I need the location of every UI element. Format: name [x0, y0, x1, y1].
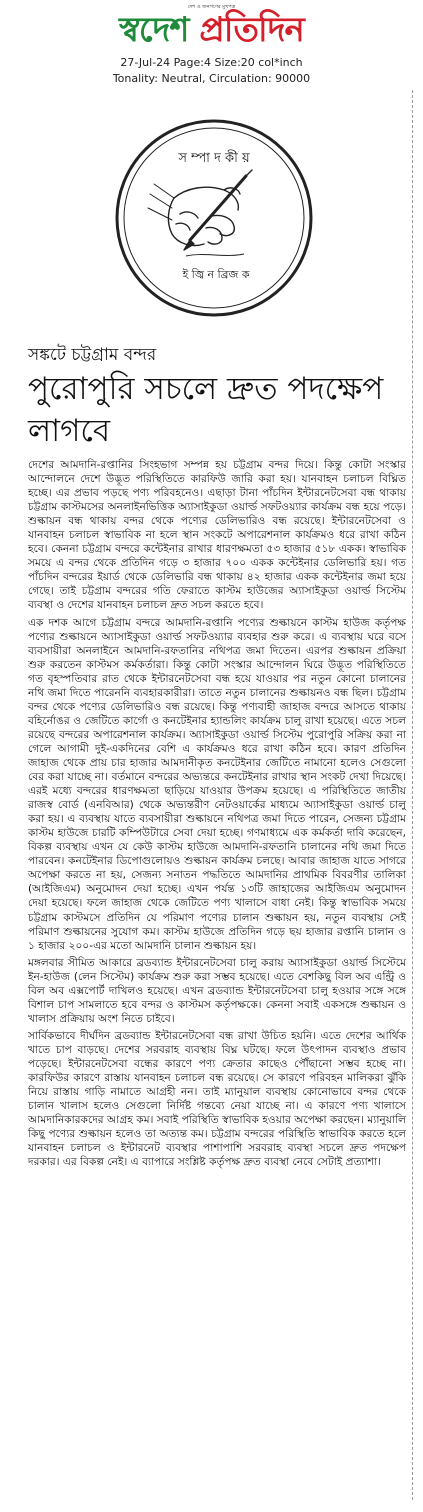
article-paragraph: এক দশক আগে চট্টগ্রাম বন্দরে আমদানি-রপ্তানি পণ্যের শুল্কায়নে কাস্টম হাউজ কর্তৃপক্ষ পণ্যের শুল্কায়নে অ্যাসাইকুডা ওয়ার্ল্ড সফটওয়্যার ব্যবহার শুরু করে। এ ব্যবস্থায় ঘরে বসে ব্যবসায়ীরা অনলাইনে আমদানি-রফতানির নথিপত্র জমা দিতেন। এরপর শুল্কায়ন প্রক্রিয়া শুরু করতেন কাস্টমস কর্মকর্তারা। কিন্তু কোটা সংস্কার আন্দোলন ঘিরে উদ্ভূত পরিস্থিতিতে গত বৃহস্পতিবার রাত থেকে ইন্টারনেটসেবা বন্ধ হয়ে যাওয়ার পর নতুন কোনো চালানের নথি জমা দিতে পারেননি ব্যবহারকারীরা। তাতে নতুন চালানের শুল্কায়নও বন্ধ ছিল। চট্টগ্রাম বন্দর থেকে পণ্যের ডেলিভারিও বন্ধ রয়েছে। কিন্তু পণ্যবাহী জাহাজ বন্দরে আসতে থাকায় বহির্নোঙর ও জেটিতে কার্গো ও কনটেইনার হ্যান্ডলিং কার্যক্রম চালু রাখা হয়েছে। এতে সচল রয়েছে বন্দরের অপারেশনাল কার্যক্রম। অ্যাসাইকুডা ওয়ার্ল্ড সিস্টেম পুরোপুরি সক্রিয় করা না গেলে আগামী দুই-একদিনের বেশি এ কার্যক্রমও ধরে রাখা কঠিন হবে। কারণ প্রতিদিন জাহাজ থেকে প্রায় চার হাজার আমদানীকৃত কনটেইনার জেটিতে নামানো হলেও সেগুলো বের করা যাচ্ছে না। বর্তমানে বন্দরের অভ্যন্তরে কনটেইনার রাখার স্থান সংকট দেখা দিয়েছে। এরই মধ্যে বন্দরের ধারণক্ষমতা ছাড়িয়ে যাওয়ার উপক্রম হয়েছে। এ পরিস্থিতিতে জাতীয় রাজস্ব বোর্ড (এনবিআর) থেকে অভ্যন্তরীণ নেটওয়ার্কের মাধ্যমে অ্যাসাইকুডা ওয়ার্ল্ড চালু করা হয়। এ ব্যবস্থায় যাতে ব্যবসায়ীরা শুল্কায়নে নথিপত্র জমা দিতে পারেন, সেজন্য চট্টগ্রাম কাস্টম হাউজে চারটি কম্পিউটারে সেবা দেয়া হচ্ছে। গণমাধ্যমে এক কর্মকর্তা দাবি করেছেন, বিকল্প ব্যবস্থায় এখন যে কেউ কাস্টম হাউজে আমদানি-রফতানি চালানের নথি জমা দিতে পারবেন। কনটেইনার ডিপোগুলোয়ও শুল্কায়ন কার্যক্রম চলছে। আবার জাহাজ যাতে সাগরে অপেক্ষা করতে না হয়, সেজন্য সনাতন পদ্ধতিতে আমদানির প্রাথমিক বিবরণীর তালিকা (আইজিএম) অনুমোদন দেয়া হচ্ছে। এখন পর্যন্ত ১৩টি জাহাজের আইজিএম অনুমোদন দেয়া হয়েছে। ফলে জাহাজ থেকে জেটিতে পণ্য খালাসে বাধা নেই। কিন্তু স্বাভাবিক সময়ে চট্টগ্রাম কাস্টমসে প্রতিদিন যে পরিমাণ পণ্যের চালান শুল্কায়ন হয়, নতুন ব্যবস্থায় সেই পরিমাণ শুল্কায়নের সুযোগ কম। কাস্টম হাউজে প্রতিদিন গড়ে ছয় হাজার রপ্তানি চালান ও ১ হাজার ২০০-এর মতো আমদানি চালান শুল্কায়ন হয়।: [28, 616, 406, 952]
emblem-title: স ম্পা দ কী য়: [178, 151, 250, 166]
logo-part-swadesh: স্বদেশ: [119, 10, 189, 50]
column-divider: [412, 90, 413, 1500]
emblem-signature: ই জ্বি ন ব্রিজ ক: [182, 268, 250, 281]
clipping-meta-line: 27-Jul-24 Page:4 Size:20 col*inch: [120, 56, 303, 69]
article-body: [28, 458, 406, 1172]
article-kicker: সঙ্কটে চট্টগ্রাম বন্দর: [28, 345, 157, 365]
clipping-tonality-line: Tonality: Neutral, Circulation: 90000: [112, 72, 311, 85]
logo-part-protidin: প্রতিদিন: [199, 10, 304, 50]
article-paragraph: দেশের আমদানি-রপ্তানির সিংহভাগ সম্পন্ন হয় চট্টগ্রাম বন্দর দিয়ে। কিন্তু কোটা সংস্কার আন্দোলনে দেশে উদ্ভূত পরিস্থিতিতে কারফিউ জারি করা হয়। যানবাহন চলাচল বিঘ্নিত হচ্ছে। এর প্রভাব পড়ছে পণ্য পরিবহনেও। এছাড়া টানা পাঁচদিন ইন্টারনেটসেবা বন্ধ থাকায় চট্টগ্রাম কাস্টমসের অনলাইনভিত্তিক অ্যাসাইকুডা ওয়ার্ল্ড সফটওয়্যার কার্যক্রম বন্ধ হয়ে পড়ে। শুল্কায়ন বন্ধ থাকায় বন্দর থেকে পণ্যের ডেলিভারিও বন্ধ রয়েছে। ইন্টারনেটসেবা ও যানবাহন চলাচল স্বাভাবিক না হলে স্থান সংকটে অপারেশনাল কার্যক্রমও ধরে রাখা কঠিন হবে। কেননা চট্টগ্রাম বন্দরে কন্টেইনার রাখার ধারণক্ষমতা ৫৩ হাজার ৫১৮ একক। স্বাভাবিক সময়ে এ বন্দর থেকে প্রতিদিন গড়ে ৩ হাজার ৭০০ একক কন্টেইনার ডেলিভারি হয়। গত পাঁচদিন বন্দরের ইয়ার্ড থেকে ডেলিভারি বন্ধ থাকায় ৪২ হাজার একক কন্টেইনার জমা হয়ে গেছে। তাই চট্টগ্রাম বন্দরের গতি ফেরাতে কাস্টম হাউজের অ্যাসাইকুডা ওয়ার্ল্ড সিস্টেম ব্যবস্থা ও দেশের যানবাহন চলাচল দ্রুত সচল করতে হবে।: [28, 459, 406, 612]
masthead: [0, 0, 423, 100]
masthead-tagline: দেশ ও জনগণের মুখপত্র: [187, 4, 236, 10]
article-paragraph: মঙ্গলবার সীমিত আকারে ব্রডব্যান্ড ইন্টারনেটসেবা চালু করায় অ্যাসাইকুডা ওয়ার্ল্ড সিস্টেমে ইন-হাউজ (লেন সিস্টেম) কার্যক্রম শুরু করা সম্ভব হয়েছে। এতে বেশকিছু বিল অব এন্ট্রি ও বিল অব এক্সপোর্ট দাখিলও হয়েছে। এখন ব্রডব্যান্ড ইন্টারনেটসেবা চালু হওয়ার সঙ্গে সঙ্গে বিশাল চাপ সামলাতে হবে বন্দর ও কাস্টমস কর্তৃপক্ষকে। কেননা সবাই একসঙ্গে শুল্কায়ন ও খালাস প্রক্রিয়ায় অংশ নিতে চাইবে।: [28, 956, 406, 1025]
editorial-pen-emblem: [114, 118, 314, 318]
newspaper-logo: [0, 8, 423, 52]
article-paragraph: সার্বিকভাবে দীর্ঘদিন ব্রডব্যান্ড ইন্টারনেটসেবা বন্ধ রাখা উচিত হয়নি। এতে দেশের আর্থিক খাতে চাপ বাড়ছে। দেশের সরবরাহ ব্যবস্থায় বিঘ্ন ঘটছে। ফলে উৎপাদন ব্যবস্থাও প্রভাব পড়েছে। ইন্টারনেটসেবা বন্ধের কারণে পণ্য ক্রেতার কাছেও পৌঁছানো সম্ভব হচ্ছে না। কারফিউর কারণে রাস্তায় যানবাহন চলাচল বন্ধ রয়েছে। সে কারণে পরিবহন মালিকরা ঝুঁকি নিয়ে রাস্তায় গাড়ি নামাতে আগ্রহী নন। তাই ম্যানুয়াল ব্যবস্থায় কোনোভাবে বন্দর থেকে চালান খালাস হলেও সেগুলো নির্দিষ্ট গন্তব্যে নেয়া যাচ্ছে না। এ কারণে পণ্য খালাসে আমদানিকারকদের আগ্রহ কম। সবাই পরিস্থিতি স্বাভাবিক হওয়ার অপেক্ষা করছেন। ম্যানুয়ালি কিছু পণ্যের শুল্কায়ন হলেও তা অত্যন্ত কম। চট্টগ্রাম বন্দরের পরিস্থিতি স্বাভাবিক করতে হলে যানবাহন চলাচল ও ইন্টারনেট ব্যবস্থার পাশাপাশি সরবরাহ ব্যবস্থা সচলে দ্রুত পদক্ষেপ দরকার। এর বিকল্প নেই। এ ব্যাপারে সংশ্লিষ্ট কর্তৃপক্ষ দ্রুত ব্যবস্থা নেবে সেটাই প্রত্যাশা।: [28, 1029, 406, 1169]
hand-with-pen-icon: [148, 170, 252, 250]
article-headline: পুরোপুরি সচলে দ্রুত পদক্ষেপ লাগবে: [28, 371, 384, 449]
